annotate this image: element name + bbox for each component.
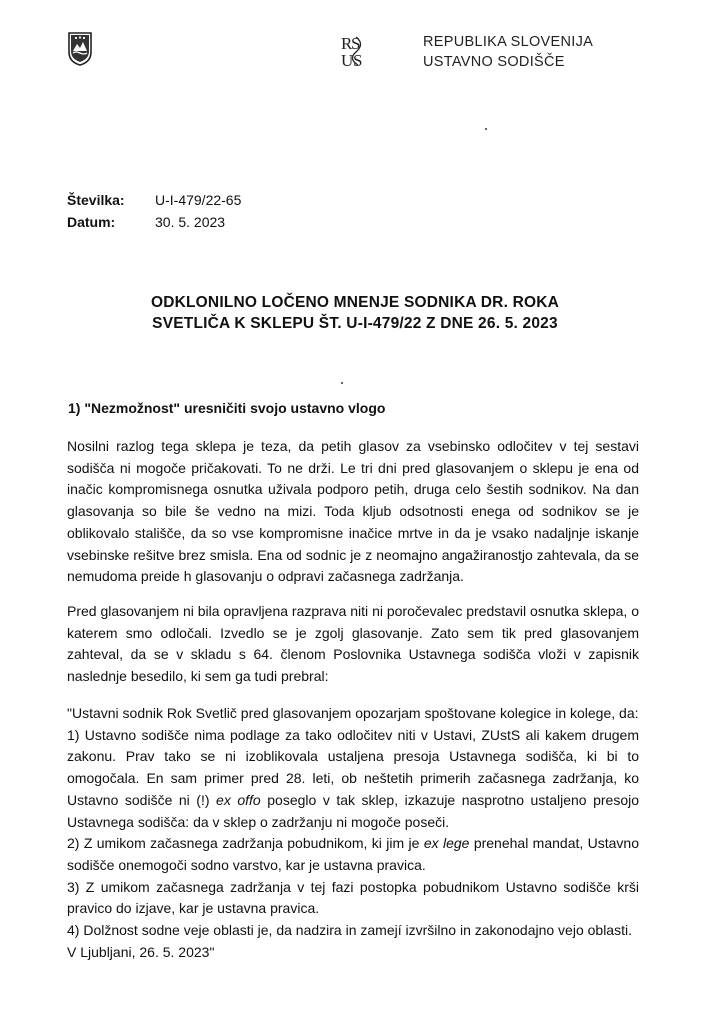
section-heading: 1) "Nezmožnost" uresničiti svojo ustavno vlogo <box>68 400 386 416</box>
paragraph-1-text: Nosilni razlog tega sklepa je teza, da petih glasov za vsebinsko odločitev v tej sestavi sodišča ni mogoče pričakovati. To ne drži. Le tri dni pred glasovanjem o sklepu je ena od inačic kompromisnega osnutka uživala podporo petih, druga celo šestih sodnikov. Na dan glasovanja so bile še vedno na mizi. Toda kljub odsotnosti enega od sodnikov se je oblikovalo stališče, da so vse kompromisne inačice mrtve in da je vsako nadaljnje iskanje vsebinske rešitve brez smisla. Ena od sodnic je z neomajno angažiranostjo zahtevala, da se nemudoma preide h glasovanju o odpravi začasnega zadržanja. <box>67 438 639 585</box>
paragraph-2-text: Pred glasovanjem ni bila opravljena razprava niti ni poročevalec predstavil osnutka sklepa, o katerem smo odločali. Izvedlo se je zgolj glasovanje. Zato sem tik pred glasovanjem zahteval, da se v skladu s 64. členom Poslovnika Ustavnega sodišča vloži v zapisnik naslednje besedilo, ki sem ga tudi prebral: <box>67 603 639 685</box>
document-title <box>60 292 650 334</box>
quote-item-1: 1) Ustavno sodišče nima podlage za tako odločitev niti v Ustavi, ZUstS ali kakem drugem zakonu. Prav tako se ni izoblikovala ustaljena presoja Ustavnega sodišča, ki bi to omogočala. En sam primer pred 28. leti, ob neštetih primerih začasnega zadržanja, ko Ustavno sodišče ni (!) ex offo poseglo v tak sklep, izkazuje nasprotno ustaljeno presojo Ustavnega sodišča: da v sklep o zadržanju ni mogoče poseči. <box>67 726 640 830</box>
quote-item-3: 3) Z umikom začasnega zadržanja v tej fazi postopka pobudnikom Ustavno sodišče krši pravico do izjave, kar je ustavna pravica. <box>67 878 639 917</box>
quote-intro: "Ustavni sodnik Rok Svetlič pred glasovanjem opozarjam spoštovane kolegice in kolege, da: <box>67 705 639 721</box>
svg-text:S: S <box>351 34 361 53</box>
quote-item-4: 4) Dolžnost sodne veje oblasti je, da nadzira in zamejí izvršilno in zakonodajno vejo oblasti. <box>67 922 632 939</box>
quoted-statement <box>67 703 639 963</box>
paragraph-1 <box>67 436 639 588</box>
svg-text:R: R <box>341 34 353 53</box>
institution-line-1: REPUBLIKA SLOVENIJA <box>423 34 594 50</box>
scan-speck <box>341 382 343 384</box>
institution-line-2: USTAVNO SODIŠČE <box>423 54 565 70</box>
number-value: U-I-479/22-65 <box>155 192 242 208</box>
svg-text:U: U <box>341 51 354 68</box>
latin-term: ex lege <box>423 835 470 852</box>
svg-text:S: S <box>353 51 363 68</box>
quote-item-2: 2) Z umikom začasnega zadržanja pobudnikom, ki jim je ex lege prenehal mandat, Ustavno sodišče onemogoči sodno varstvo, kar je ustavna pravica. <box>67 835 639 873</box>
latin-term: ex offo <box>216 791 261 808</box>
scan-speck <box>485 128 487 130</box>
institution-name <box>423 32 593 72</box>
number-label: Številka: <box>67 192 125 208</box>
title-line-1: ODKLONILNO LOČENO MNENJE SODNIKA DR. ROKA <box>150 294 560 311</box>
constitutional-court-logo <box>341 34 379 68</box>
coat-of-arms-icon <box>68 32 92 66</box>
quote-closing: V Ljubljani, 26. 5. 2023" <box>67 943 215 960</box>
paragraph-2 <box>67 601 639 688</box>
title-line-2: SVETLIČA K SKLEPU ŠT. U-I-479/22 Z DNE 26. 5. 2023 <box>152 315 558 332</box>
date-value: 30. 5. 2023 <box>155 214 226 230</box>
date-label: Datum: <box>67 214 116 230</box>
document-metadata <box>67 189 241 233</box>
